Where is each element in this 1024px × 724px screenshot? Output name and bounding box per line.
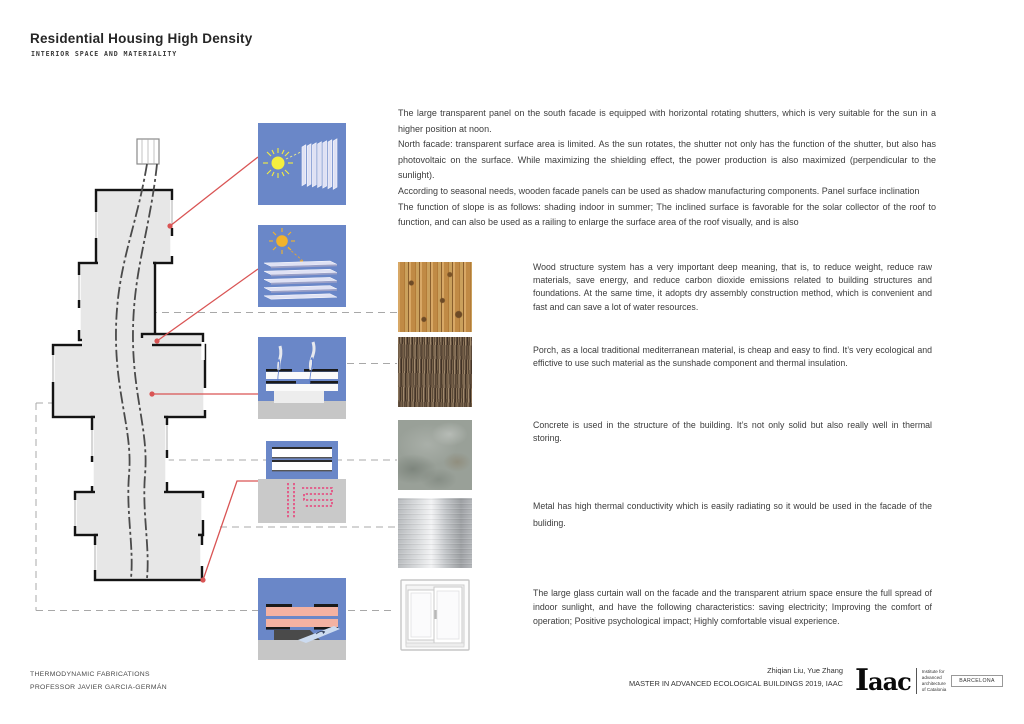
sun-icon bbox=[263, 148, 293, 178]
sun-horizontal-louvers-diagram bbox=[258, 225, 346, 307]
course-name: THERMODYNAMIC FABRICATIONS bbox=[30, 671, 150, 678]
iaac-institute-text: Institute for advanced architecture of Catalonia bbox=[921, 669, 947, 692]
straw-porch-photo bbox=[398, 337, 472, 407]
plan-band-1 bbox=[53, 345, 205, 417]
professor-name: PROFESSOR JAVIER GARCIA-GERMÁN bbox=[30, 684, 167, 691]
iaac-wordmark: Iaac bbox=[855, 662, 911, 698]
intro-paragraph: According to seasonal needs, wooden facade panels can be used as shadow manufacturing components. Panel surface inclination bbox=[398, 185, 920, 196]
vertical-louvers bbox=[302, 139, 337, 189]
floor-slab-thermal-steam-diagram bbox=[258, 337, 346, 419]
plan-band-2 bbox=[75, 492, 203, 535]
sliding-window-photo bbox=[398, 578, 472, 652]
concrete-description: Concrete is used in the structure of the building. It’s not only solid but also really well in thermal storing. bbox=[533, 420, 932, 444]
metal-description: Metal has high thermal conductivity which is easily radiating so it would be used in the facade of the buliding. bbox=[533, 501, 932, 528]
intro-paragraph: The function of slope is as follows: shading indoor in summer; The inclined surface is favorable for the solar collector of the roof to function, and can also be used as a railing to enlarge the surface area of the roof visually, and is also bbox=[398, 201, 936, 228]
sun-vertical-rotating-shutters-diagram bbox=[258, 123, 346, 205]
iaac-logo bbox=[855, 664, 1003, 698]
logo-divider bbox=[916, 668, 917, 694]
ground bbox=[258, 640, 346, 660]
sliding-window-drawing bbox=[398, 578, 472, 652]
brushed-metal-photo bbox=[398, 498, 472, 568]
program-name: MASTER IN ADVANCED ECOLOGICAL BUILDINGS 2019, IAAC bbox=[629, 679, 843, 688]
page-title: Residential Housing High Density bbox=[30, 31, 253, 46]
porch-description: Porch, as a local traditional mediterranean material, is cheap and easy to find. It’s very ecological and effictive to use such material as the sunshade component and thermal insulation. bbox=[533, 345, 932, 369]
floor-plan bbox=[53, 139, 205, 580]
plan-room-4 bbox=[95, 535, 202, 580]
wood-description: Wood structure system has a very important deep meaning, that is, to reduce weight, reduce raw materials, save energy, and reduce carbon dioxide emissions related to building structures and foundations. At the same time, it adopts dry assembly construction method, which is convenient and fast and can save a lot of water resources. bbox=[533, 262, 932, 312]
iaac-city-label: BARCELONA bbox=[951, 675, 1003, 687]
glass-description: The large glass curtain wall on the facade and the transparent atrium space ensure the full spread of indoor sunlight, and have the following characteristics: saving electricity; Improving the comfort of operation; Positive psychological impact; Highly comfortable visual experience. bbox=[533, 588, 932, 626]
intro-paragraph: The large transparent panel on the south facade is equipped with horizontal rotating shutters, which is very suitable for the sun in a higher position at noon. bbox=[398, 108, 936, 134]
glass-atrium-section-diagram bbox=[258, 578, 346, 660]
intro-paragraph: North facade: transparent surface area is limited. As the sun rotates, the shutter not only has the function of the shutter, but also has photovoltaic on the surface. While maximizing the shielding effect, the power production is also maximized (perpendicular to the sunlight). bbox=[398, 139, 936, 181]
metal-panel-radiant-pipes-diagram bbox=[258, 441, 346, 523]
ground bbox=[258, 401, 346, 419]
concrete-surface-photo bbox=[398, 420, 472, 490]
plan-room-2 bbox=[79, 263, 155, 340]
authors: Zhiqian Liu, Yue Zhang bbox=[767, 666, 843, 675]
window-handle bbox=[435, 610, 437, 619]
page-subtitle: INTERIOR SPACE AND MATERIALITY bbox=[31, 50, 178, 58]
plan-core bbox=[137, 139, 159, 164]
wood-planks-photo bbox=[398, 262, 472, 332]
floor-mass bbox=[258, 479, 346, 523]
